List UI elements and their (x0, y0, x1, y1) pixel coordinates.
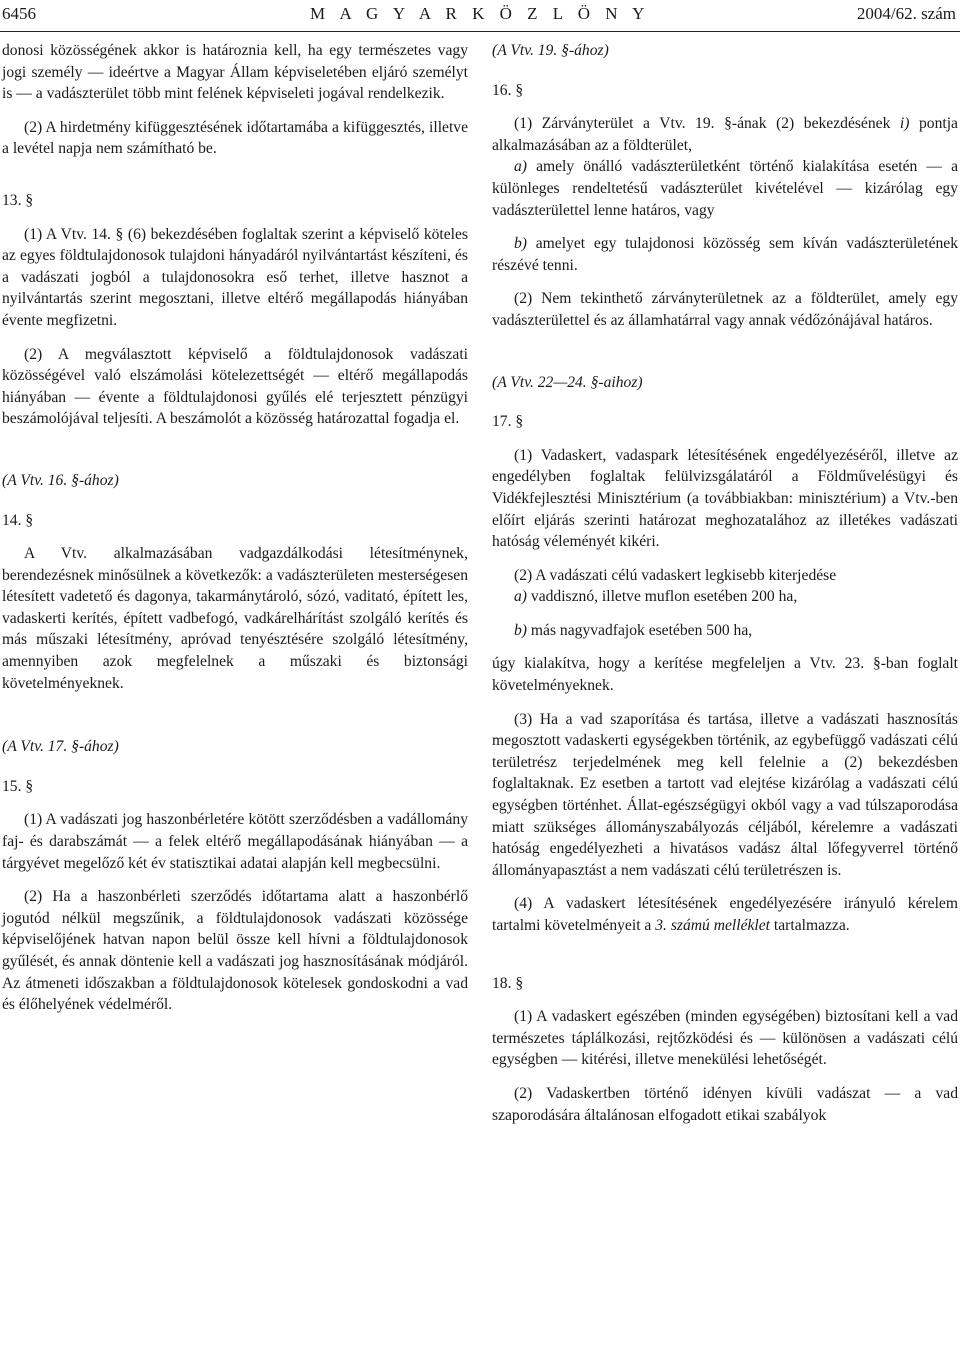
list-item: a) vaddisznó, illetve muflon esetében 200 ha, (514, 588, 798, 606)
paragraph: (2) A vadászati célú vadaskert legkisebb kiterjedése (514, 566, 837, 584)
section-title-14: 14. § (2, 511, 34, 529)
section-title-16: 16. § (492, 81, 524, 99)
section-title-18: 18. § (492, 974, 524, 992)
section-reference: (A Vtv. 17. §-ához) (2, 738, 119, 756)
paragraph: (2) A megválasztott képviselő a földtulajdonosok vadászati közösségével való elszámolási kötelezettségét — eltérő megállapodás hiányában — évente a földtulajdonosi gyűlés elé terjesztett pénzügyi beszámolójával teljesíti. A beszámolót a közösség határozattal fogadja el. (2, 345, 468, 428)
paragraph: úgy kialakítva, hogy a kerítése megfeleljen a Vtv. 23. §-ban foglalt követelményeknek. (492, 655, 958, 695)
paragraph: (1) Vadaskert, vadaspark létesítésének engedélyezéséről, illetve az engedélyben foglaltak felülvizsgálatáról a Földművelésügyi és Vidékfejlesztési Minisztérium (a továbbiakban: minisztérium) a Vtv.-ben előírt eljárás szerinti határozat meghozatalához az illetékes vadászati hatóság véleményét kikéri. (492, 446, 958, 551)
paragraph: donosi közösségének akkor is határoznia kell, ha egy természetes vagy jogi személy — ideértve a Magyar Állam képviseletében eljáró személyt is — a vadászterület több mint felének képviseleti jogával rendelkezik. (2, 42, 468, 103)
page-header (0, 4, 960, 28)
section-reference: (A Vtv. 19. §-ához) (492, 42, 609, 59)
left-column (2, 40, 468, 1028)
paragraph: A Vtv. alkalmazásában vadgazdálkodási létesítménynek, berendezésnek minősülnek a következők: a vadászterületen mesterségesen létesített vadetető és dagonya, takarmánytároló, sózó, vaditató, épített les, vadaskerti kerítés, épített vadbefogó, vadkárelhárítást szolgáló kerítés és más műszaki létesítmény, apróvad tenyésztésére szolgáló létesítmény, amennyiben azok megfelelnek a műszaki és biztonsági követelményeknek. (2, 545, 468, 692)
section-title-17: 17. § (492, 413, 524, 431)
journal-title: M A G Y A R K Ö Z L Ö N Y (310, 4, 650, 23)
right-column (492, 40, 958, 1138)
point-marker: a) (514, 158, 527, 176)
point-marker: a) (514, 588, 527, 606)
section-title-13: 13. § (2, 191, 34, 209)
paragraph: (2) Ha a haszonbérleti szerződés időtartama alatt a haszonbérlő jogutód nélkül megszűnik, a földtulajdonosok vadászati közössége képviselőjének hatvan napon belül össze kell hívni a földtulajdonosok gyűlését, és annak döntenie kell a vadászati jog hasznosításának módjáról. Az átmeneti időszakban a földtulajdonosok kötelesek gondoskodni a vad és élőhelyének védelméről. (2, 888, 468, 1014)
point-marker: i) (899, 115, 910, 133)
header-rule (0, 31, 960, 32)
list-item: b) amelyet egy tulajdonosi közösség sem kíván vadászterületének részévé tenni. (492, 235, 958, 274)
paragraph: (2) Nem tekinthető zárványterületnek az a földterület, amely egy vadászterülettel és az államhatárral vagy annak védőzónájával határos. (492, 290, 958, 329)
paragraph: (4) A vadaskert létesítésének engedélyezésére irányuló kérelem tartalmi követelményeit a 3. számú melléklet tartalmazza. (492, 895, 958, 934)
annex-reference: 3. számú melléklet (655, 917, 771, 934)
paragraph: (1) A vadaskert egészében (minden egységében) biztosítani kell a vad természetes táplálkozási, rejtőzködési és — különösen a vadászati célú egységben — kitérési, illetve menekülési lehetőségét. (492, 1008, 958, 1069)
paragraph: (1) A Vtv. 14. § (6) bekezdésében foglaltak szerint a képviselő köteles az egyes földtulajdonosok tulajdoni hányadáról nyilvántartást készíteni, és a vadászati jogból a tulajdonosokra eső terhet, illetve hasznot a nyilvántartás szerint megosztani, illetve eltérő megállapodás hiányában évente megfizetni. (2, 225, 468, 329)
list-item: b) más nagyvadfajok esetében 500 ha, (514, 621, 753, 639)
section-reference: (A Vtv. 16. §-ához) (2, 471, 119, 489)
section-reference: (A Vtv. 22—24. §-aihoz) (492, 373, 643, 391)
section-title-15: 15. § (2, 777, 34, 795)
paragraph: (1) A vadászati jog haszonbérletére kötött szerződésben a vadállomány faj- és darabszámát — a felek eltérő megállapodásának hiányában — a tárgyévet megelőző két év statisztikai adatai alapján kell megbecsülni. (2, 811, 468, 872)
point-marker: b) (514, 235, 527, 253)
paragraph: (3) Ha a vad szaporítása és tartása, illetve a vadászati hasznosítás megosztott vadaskerti egységekben történik, az egybefüggő vadászati célú területrész terjedelmének meg kell felelnie a (2) bekezdésben foglaltaknak. Ez esetben a tartott vad elejtése kizárólag a vadászati célú egységben történhet. Állat-egészségügyi okból vagy a vad túlszaporodása miatt szükséges állományszabályozás céljából, kérelemre a vadászati hatóság engedélyezheti a hivatásos vadász által lőfegyverrel történő állományapasztást a nem vadászati célú területrészen is. (492, 710, 958, 879)
issue-number: 2004/62. szám (856, 4, 956, 23)
paragraph: (1) Zárványterület a Vtv. 19. §-ának (2) bekezdésének i) pontja alkalmazásában az a földterület, (492, 115, 958, 154)
page-number: 6456 (2, 4, 36, 23)
paragraph: (2) A hirdetmény kifüggesztésének időtartamába a kifüggesztés, illetve a levétel napja nem számítható be. (2, 118, 468, 158)
point-marker: b) (514, 621, 527, 639)
paragraph: (2) Vadaskertben történő idényen kívüli vadászat — a vad szaporodására általánosan elfogadott etikai szabályok (492, 1084, 958, 1124)
list-item: a) amely önálló vadászterületként történő kialakítása esetén — a különleges rendeltetésű vadászterület kivételével — kizárólag egy vadászterülettel lenne határos, vagy (492, 158, 958, 219)
